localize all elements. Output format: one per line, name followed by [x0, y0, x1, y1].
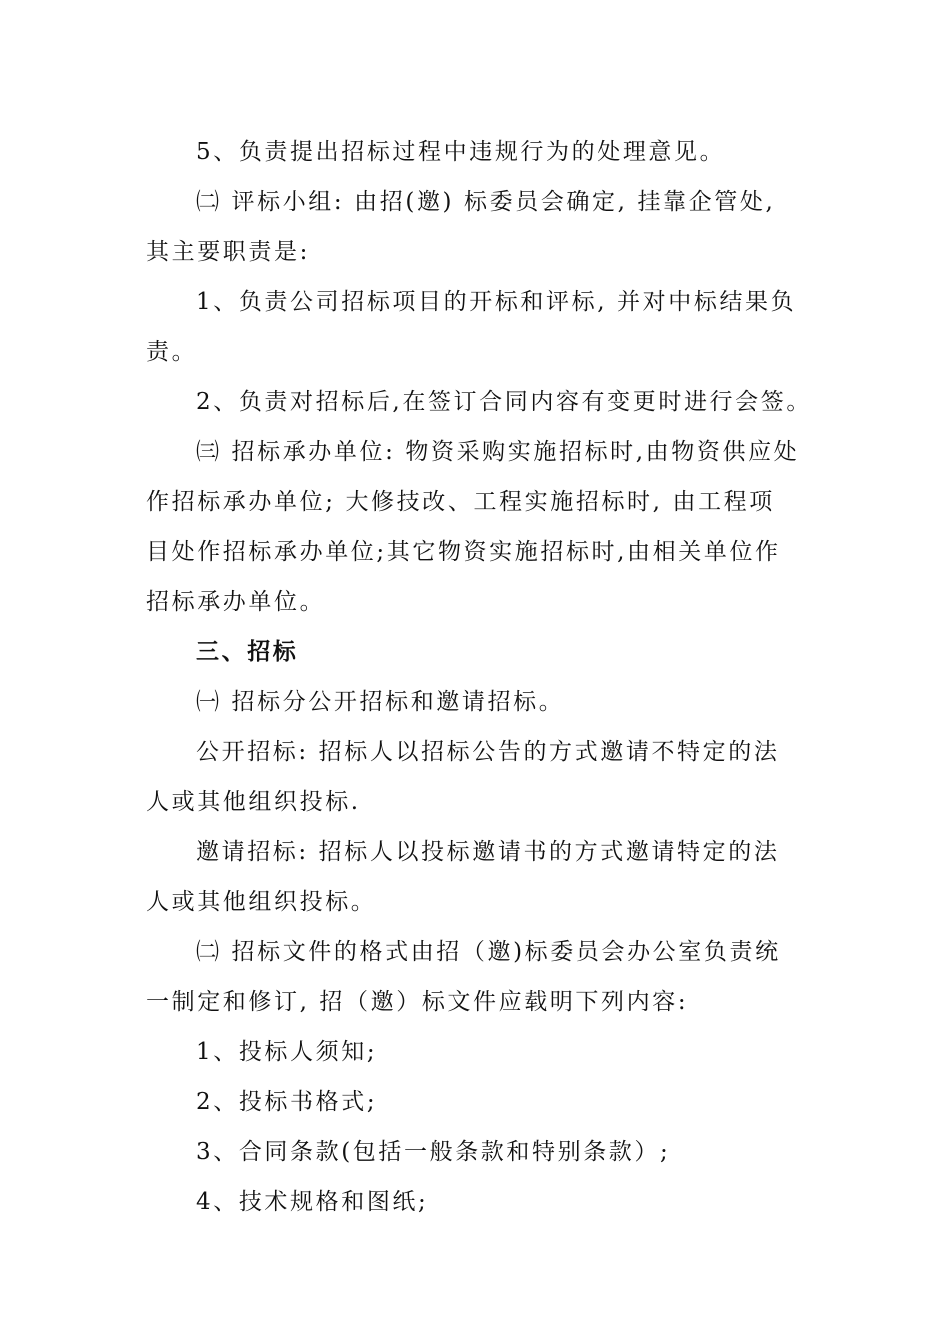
text-line: 责。	[146, 339, 198, 365]
text-line: ㈢ 招标承办单位: 物资采购实施招标时,由物资供应处	[196, 439, 800, 465]
list-item: 3、合同条款(包括一般条款和特别条款）;	[196, 1139, 671, 1165]
list-item: 4、技术规格和图纸;	[196, 1189, 429, 1215]
text-line: ㈡ 招标文件的格式由招（邀)标委员会办公室负责统	[196, 939, 781, 965]
text-line: 招标承办单位。	[146, 589, 326, 615]
text-line: 公开招标: 招标人以招标公告的方式邀请不特定的法	[196, 739, 780, 765]
text-line: 邀请招标: 招标人以投标邀请书的方式邀请特定的法	[196, 839, 780, 865]
text-line: 目处作招标承办单位;其它物资实施招标时,由相关单位作	[146, 539, 781, 565]
text-line: ㈠ 招标分公开招标和邀请招标。	[196, 689, 565, 715]
section-heading: 三、招标	[196, 638, 299, 665]
text-line: ㈡ 评标小组: 由招(邀) 标委员会确定, 挂靠企管处,	[196, 189, 776, 215]
text-line: 作招标承办单位; 大修技改、工程实施招标时, 由工程项	[146, 489, 775, 515]
list-item: 1、投标人须知;	[196, 1039, 378, 1065]
text-line: 人或其他组织投标.	[146, 789, 361, 815]
text-line: 人或其他组织投标。	[146, 889, 377, 915]
text-line: 1、负责公司招标项目的开标和评标, 并对中标结果负	[196, 289, 797, 315]
text-line: 5、负责提出招标过程中违规行为的处理意见。	[196, 139, 726, 165]
list-item: 2、投标书格式;	[196, 1089, 378, 1115]
text-line: 一制定和修订, 招（邀）标文件应载明下列内容:	[146, 989, 689, 1015]
text-line: 其主要职责是:	[146, 239, 310, 265]
text-line: 2、负责对招标后,在签订合同内容有变更时进行会签。	[196, 389, 812, 415]
